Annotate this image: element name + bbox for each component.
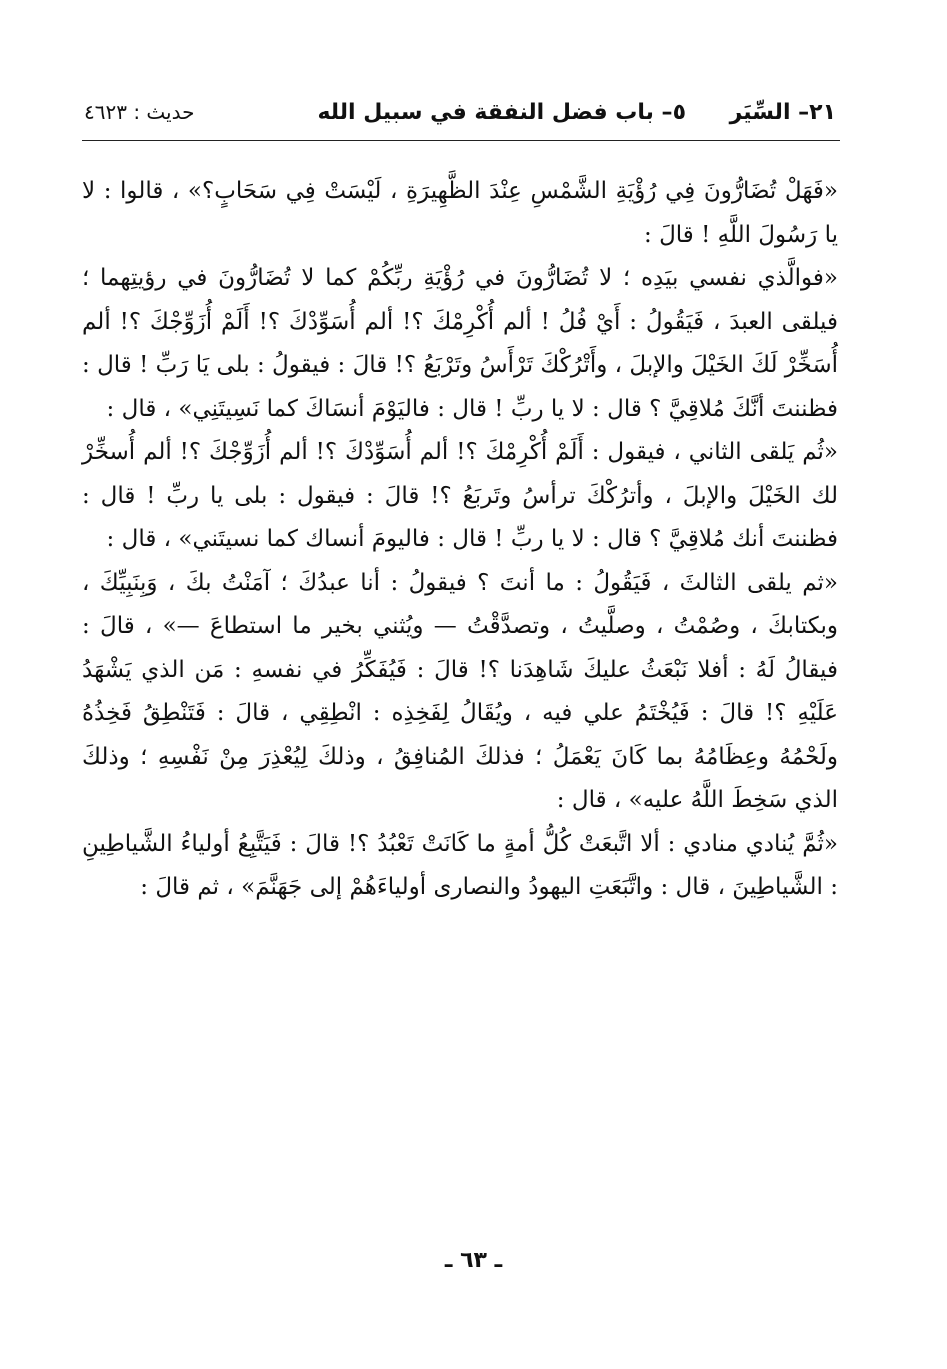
paragraph-1: «فَهَلْ تُضَارُّونَ فِي رُؤْيَةِ الشَّمْسِ عِنْدَ الظَّهِيرَةِ ، لَيْسَتْ فِي سَحَابٍ؟» ، قالوا : لا يا رَسُولَ اللَّهِ ! قالَ : [82, 178, 838, 248]
paragraph-3: «ثُم يَلقى الثاني ، فيقول : أَلَمْ أُكْرِمْكَ ؟! ألم أُسَوِّدْكَ ؟! ألم أُزَوِّجْكَ ؟! ألم أُسخِّرْ لك الخَيْلَ والإبلَ ، وأترُكْكَ ترأسُ وتَربَعُ ؟! قالَ : فيقول : بلى يا ربِّ ! قال : فظننتَ أنك مُلاقِيَّ ؟ قال : لا يا ربِّ ! قال : فاليومَ أنساك كما نسيتَني» ، قال : [82, 439, 838, 552]
header-section-title: ٥– باب فضل النفقة في سبيل الله [317, 100, 686, 125]
paragraph-4: «ثم يلقى الثالثَ ، فَيَقُولُ : ما أنتَ ؟ فيقولُ : أنا عبدُكَ ؛ آمَنْتُ بكَ ، وَبِنَبِيِّكَ ، وبكتابكَ ، وصُمْتُ ، وصلَّيتُ ، وتصدَّقْتُ — ويُثني بخير ما استطاعَ —» ، قالَ : فيقالُ لَهُ : أفلا نَبْعَثُ عليكَ شَاهِدَنا ؟! قالَ : فَيُفَكِّرُ في نفسهِ : مَن الذي يَشْهَدُ عَلَيْهِ ؟! قالَ : فَيُخْتَمُ علي فيه ، ويُقَالُ لِفَخِذِه : انْطِقِي ، قالَ : فَتَنْطِقُ فَخِذُهُ ولَحْمُهُ وعِظَامُهُ بما كَانَ يَعْمَلُ ؛ فذلكَ المُنافِقُ ، وذلكَ لِيُعْذِرَ مِنْ نَفْسِهِ ؛ وذلكَ الذي سَخِطَ اللَّهُ عليه» ، قال : [82, 569, 838, 813]
page-body [82, 170, 838, 910]
header-divider [82, 140, 840, 141]
running-header [84, 98, 836, 134]
header-chapter-title: ٢١– السِّيَر [729, 100, 836, 125]
paragraph-5: «ثُمَّ يُنادي منادي : ألا اتَّبعَتْ كُلُّ أمةٍ ما كَانَتْ تَعْبُدُ ؟! قالَ : فَيَتَّبِعُ أولياءُ الشَّياطِينِ : الشَّياطِينَ ، قال : واتَّبَعَتِ اليهودُ والنصارى أولياءَهُمْ إلى جَهَنَّمَ» ، ثم قالَ : [82, 830, 838, 900]
page-number: ـ ٦٣ ـ [444, 1248, 503, 1273]
paragraph-2: «فوالَّذي نفسي بيَدِه ؛ لا تُضَارُّونَ في رُؤْيَةِ ربِّكُمْ كما لا تُضَارُّونَ في رؤيتِهما ؛ فيلقى العبدَ ، فَيَقُولُ : أَيْ فُلُ ! ألم أُكْرِمْكَ ؟! ألم أُسَوِّدْكَ ؟! أَلَمْ أُزَوِّجْكَ ؟! ألم أُسَخِّرْ لَكَ الخَيْلَ والإبلَ ، وأَتْرُكْكَ تَرْأَسُ وتَرْبَعُ ؟! قالَ : فيقولُ : بلى يَا رَبِّ ! قال : فظننتَ أنَّكَ مُلاقِيَّ ؟ قال : لا يا ربِّ ! قال : فاليَوْمَ أنسَاكَ كما نَسِيتَنِي» ، قال : [82, 265, 838, 422]
header-hadith-number: حديث : ٤٦٢٣ [84, 100, 195, 124]
